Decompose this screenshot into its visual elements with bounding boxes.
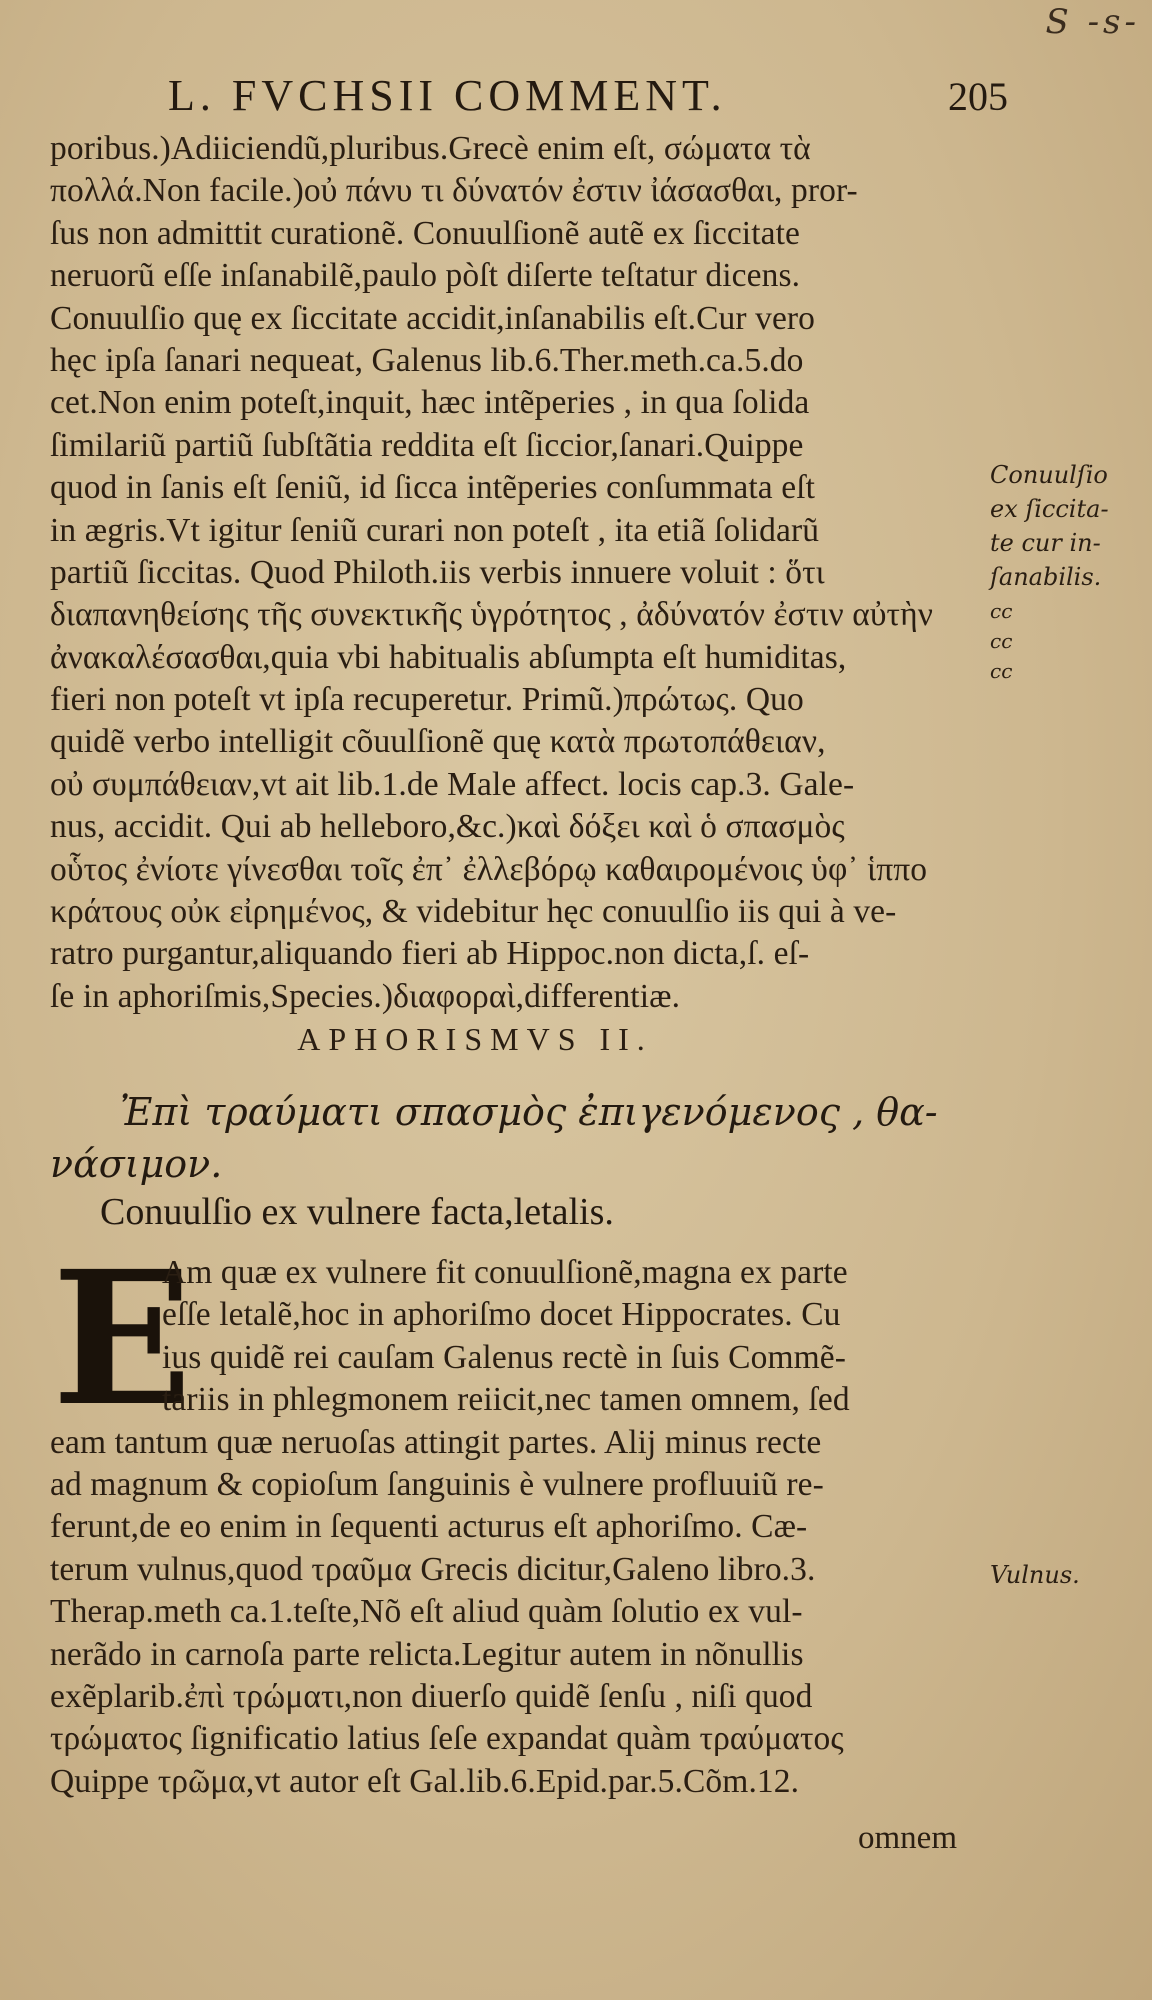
- text-line: ſe in aphoriſmis,Species.)διαφοραὶ,differentiæ.: [50, 977, 681, 1015]
- greek-aphorism-line: Ἐπὶ τραύματι σπασμὸς ἐπιγενόμενος , θα-: [120, 1090, 938, 1134]
- text-line: nus, accidit. Qui ab helleboro,&c.)καὶ δόξει καὶ ὁ σπασμὸς: [50, 808, 845, 846]
- text-line: in ægris.Vt igitur ſeniũ curari non poteſt , ita etiã ſolidarũ: [50, 511, 820, 549]
- text-line: neruorũ eſſe inſanabilẽ,paulo pòſt diſerte teſtatur dicens.: [50, 257, 801, 295]
- text-line: exẽplarib.ἐπὶ τρώματι,non diuerſo quidẽ ſenſu , niſi quod: [50, 1677, 813, 1715]
- text-line: partiũ ſiccitas. Quod Philoth.iis verbis innuere voluit : ὅτι: [50, 553, 825, 591]
- text-line: quidẽ verbo intelligit cõuulſionẽ quę κατὰ πρωτοπάθειαν,: [50, 723, 826, 761]
- text-line: eam tantum quæ neruoſas attingit partes. Alij minus recte: [50, 1423, 822, 1461]
- greek-aphorism-line: νάσιμον.: [50, 1142, 223, 1186]
- text-line: poribus.)Adiiciendũ,pluribus.Grecè enim eſt, σώματα τὰ: [50, 130, 811, 167]
- text-line: ad magnum & copioſum ſanguinis è vulnere profluuiũ re-: [50, 1465, 824, 1503]
- text-line: οὐ συμπάθειαν,vt ait lib.1.de Male affect. locis cap.3. Gale-: [50, 765, 855, 803]
- margin-note-line: ex ſiccita-: [990, 495, 1109, 523]
- aphorism-heading: APHORISMVS II.: [297, 1021, 653, 1058]
- text-line: terum vulnus,quod τραῦμα Grecis dicitur,Galeno libro.3.: [50, 1550, 816, 1588]
- margin-note-conuulsio: [990, 458, 1109, 594]
- text-line: nerãdo in carnoſa parte relicta.Legitur autem in nõnullis: [50, 1635, 804, 1673]
- margin-note-vulnus: Vulnus.: [990, 1561, 1080, 1589]
- aphorism-commentary: [50, 1231, 990, 1803]
- text-line: διαπανηθείσης τῆς συνεκτικῆς ὑγρότητος , ἀδύνατόν ἐστιν αὐτὴν: [50, 596, 933, 634]
- running-head: L. FVCHSII COMMENT.: [168, 71, 727, 120]
- quote-mark: cc: [990, 659, 1013, 683]
- text-line: ratro purgantur,aliquando fieri ab Hippoc.non dicta,ſ. eſ-: [50, 935, 810, 973]
- quote-mark: cc: [990, 629, 1013, 653]
- margin-quote-marks: [990, 596, 1012, 686]
- text-line: Conuulſio quę ex ſiccitate accidit,inſanabilis eſt.Cur vero: [50, 299, 816, 337]
- page-header: [168, 70, 1008, 121]
- text-line: hęc ipſa ſanari nequeat, Galenus lib.6.Ther.meth.ca.5.do: [50, 341, 804, 379]
- catchword: omnem: [858, 1820, 957, 1856]
- latin-aphorism: Conuulſio ex vulnere facta,letalis.: [100, 1191, 614, 1233]
- folio-number: 205: [948, 74, 1008, 119]
- text-line: οὗτος ἐνίοτε γίνεσθαι τοῖς ἐπ᾽ ἐλλεβόρῳ καθαιρομένοις ὑφ᾽ ἱππο: [50, 850, 928, 888]
- text-line: τρώματος ſignificatio latius ſeſe expandat quàm τραύματος: [50, 1720, 844, 1758]
- text-line: ſimilariũ partiũ ſubſtãtia reddita eſt ſiccior,ſanari.Quippe: [50, 426, 804, 464]
- text-line: ſus non admittit curationẽ. Conuulſionẽ autẽ ex ſiccitate: [50, 214, 800, 252]
- text-line: κράτους οὐκ εἰρημένος, & videbitur hęc conuulſio iis qui à ve-: [50, 893, 897, 931]
- greek-aphorism: [50, 1086, 990, 1190]
- corner-annotation: S -s-: [1045, 2, 1140, 42]
- text-line: Quippe τρῶμα,vt autor eſt Gal.lib.6.Epid.par.5.Cõm.12.: [50, 1762, 800, 1800]
- quote-mark: cc: [990, 599, 1013, 623]
- text-line: quod in ſanis eſt ſeniũ, id ſicca intẽperies conſummata eſt: [50, 469, 816, 507]
- text-line: ius quidẽ rei cauſam Galenus rectè in ſuis Commẽ-: [162, 1338, 847, 1376]
- text-line: tariis in phlegmonem reiicit,nec tamen omnem, ſed: [162, 1381, 850, 1419]
- text-line: Am quæ ex vulnere fit conuulſionẽ,magna ex parte: [162, 1254, 848, 1291]
- text-line: fieri non poteſt vt ipſa recuperetur. Primũ.)πρώτως. Quo: [50, 681, 804, 719]
- text-line: cet.Non enim poteſt,inquit, hæc intẽperies , in qua ſolida: [50, 384, 810, 422]
- text-line: Therap.meth ca.1.teſte,Nõ eſt aliud quàm ſolutio ex vul-: [50, 1593, 803, 1631]
- text-line: ἀνακαλέσασθαι,quia vbi habitualis abſumpta eſt humiditas,: [50, 638, 847, 676]
- drop-capital: E: [52, 1231, 193, 1447]
- text-line: πολλά.Non facile.)οὐ πάνυ τι δύνατόν ἐστιν ἰάσασθαι, pror-: [50, 172, 858, 210]
- text-line: eſſe letalẽ,hoc in aphoriſmo docet Hippocrates. Cu: [162, 1296, 841, 1334]
- commentary-text: [50, 128, 990, 1061]
- margin-note-line: Conuulſio: [990, 461, 1108, 489]
- text-line: ferunt,de eo enim in ſequenti acturus eſt aphoriſmo. Cæ-: [50, 1508, 808, 1546]
- margin-note-line: ſanabilis.: [990, 563, 1102, 591]
- margin-note-line: te cur in-: [990, 529, 1101, 557]
